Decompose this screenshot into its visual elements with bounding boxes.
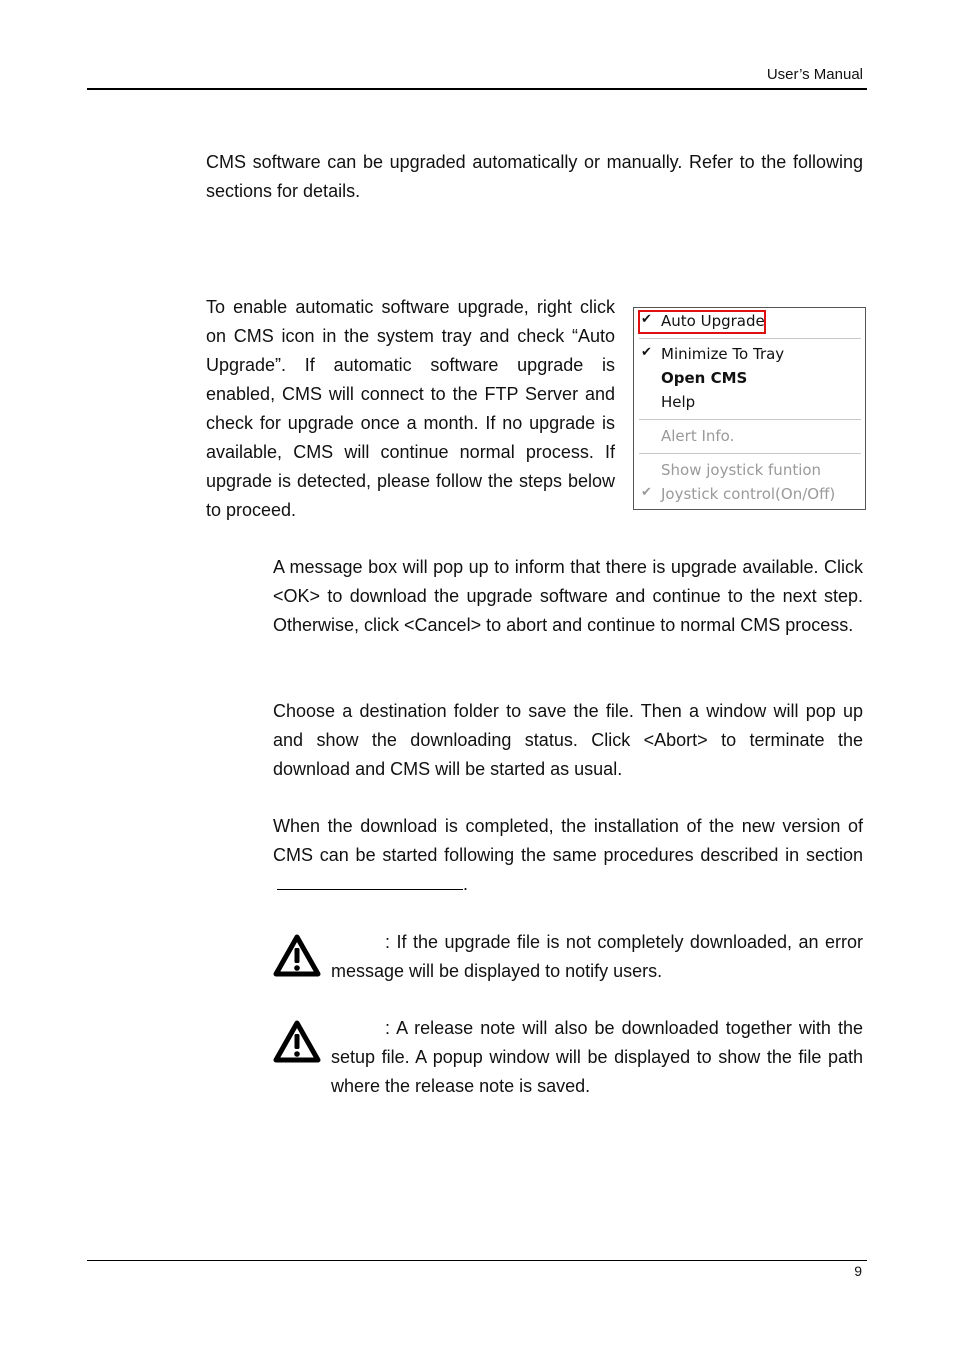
header-divider [87, 88, 867, 90]
step-3-period: . [463, 874, 469, 894]
step-3-paragraph [273, 812, 863, 899]
menu-item-minimize-to-tray[interactable] [634, 344, 865, 366]
check-icon: ✔ [641, 312, 652, 327]
menu-separator [639, 419, 861, 420]
footer-divider [87, 1260, 867, 1261]
menu-separator [639, 453, 861, 454]
menu-item-label: Minimize To Tray [661, 345, 785, 363]
note-2-text: : A release note will also be downloaded together with the setup file. A popup window will be displayed to show the file path where the release note is saved. [331, 1018, 863, 1096]
warning-icon [273, 1020, 321, 1064]
tray-context-menu [633, 307, 866, 510]
menu-item-open-cms[interactable] [634, 368, 865, 390]
menu-item-alert-info [634, 426, 865, 448]
menu-item-label: Alert Info. [661, 427, 735, 445]
header-title: User’s Manual [766, 66, 863, 83]
menu-item-label: Open CMS [661, 369, 748, 387]
warning-icon [273, 934, 321, 978]
step-3-text: When the download is completed, the installation of the new version of CMS can be started following the same procedures described in section [273, 816, 863, 865]
page-number: 9 [854, 1263, 862, 1279]
step-1-paragraph: A message box will pop up to inform that there is upgrade available. Click <OK> to download the upgrade software and continue to the next step. Otherwise, click <Cancel> to abort and continue to normal CMS process. [273, 557, 863, 635]
menu-item-auto-upgrade[interactable] [634, 311, 865, 333]
menu-item-label: Show joystick funtion [661, 461, 822, 479]
check-icon: ✔ [641, 345, 652, 360]
intro-paragraph: CMS software can be upgraded automatically or manually. Refer to the following sections for details. [206, 152, 863, 201]
auto-upgrade-paragraph: To enable automatic software upgrade, right click on CMS icon in the system tray and check “Auto Upgrade”. If automatic software upgrade is enabled, CMS will connect to the FTP Server and check for upgrade once a month. If no upgrade is available, CMS will continue normal process. If upgrade is detected, please follow the steps below to proceed. [206, 297, 615, 520]
menu-item-label: Help [661, 393, 696, 411]
menu-item-help[interactable] [634, 392, 865, 414]
check-icon: ✔ [641, 485, 652, 500]
note-1-text: : If the upgrade file is not completely downloaded, an error message will be displayed to notify users. [331, 932, 863, 981]
menu-separator [639, 338, 861, 339]
section-reference-blank [277, 871, 463, 890]
menu-item-show-joystick [634, 460, 865, 482]
step-2-paragraph: Choose a destination folder to save the file. Then a window will pop up and show the downloading status. Click <Abort> to terminate the download and CMS will be started as usual. [273, 701, 863, 779]
menu-item-joystick-control [634, 484, 865, 506]
menu-item-label: Joystick control(On/Off) [661, 485, 836, 503]
menu-item-label: Auto Upgrade [661, 312, 765, 330]
